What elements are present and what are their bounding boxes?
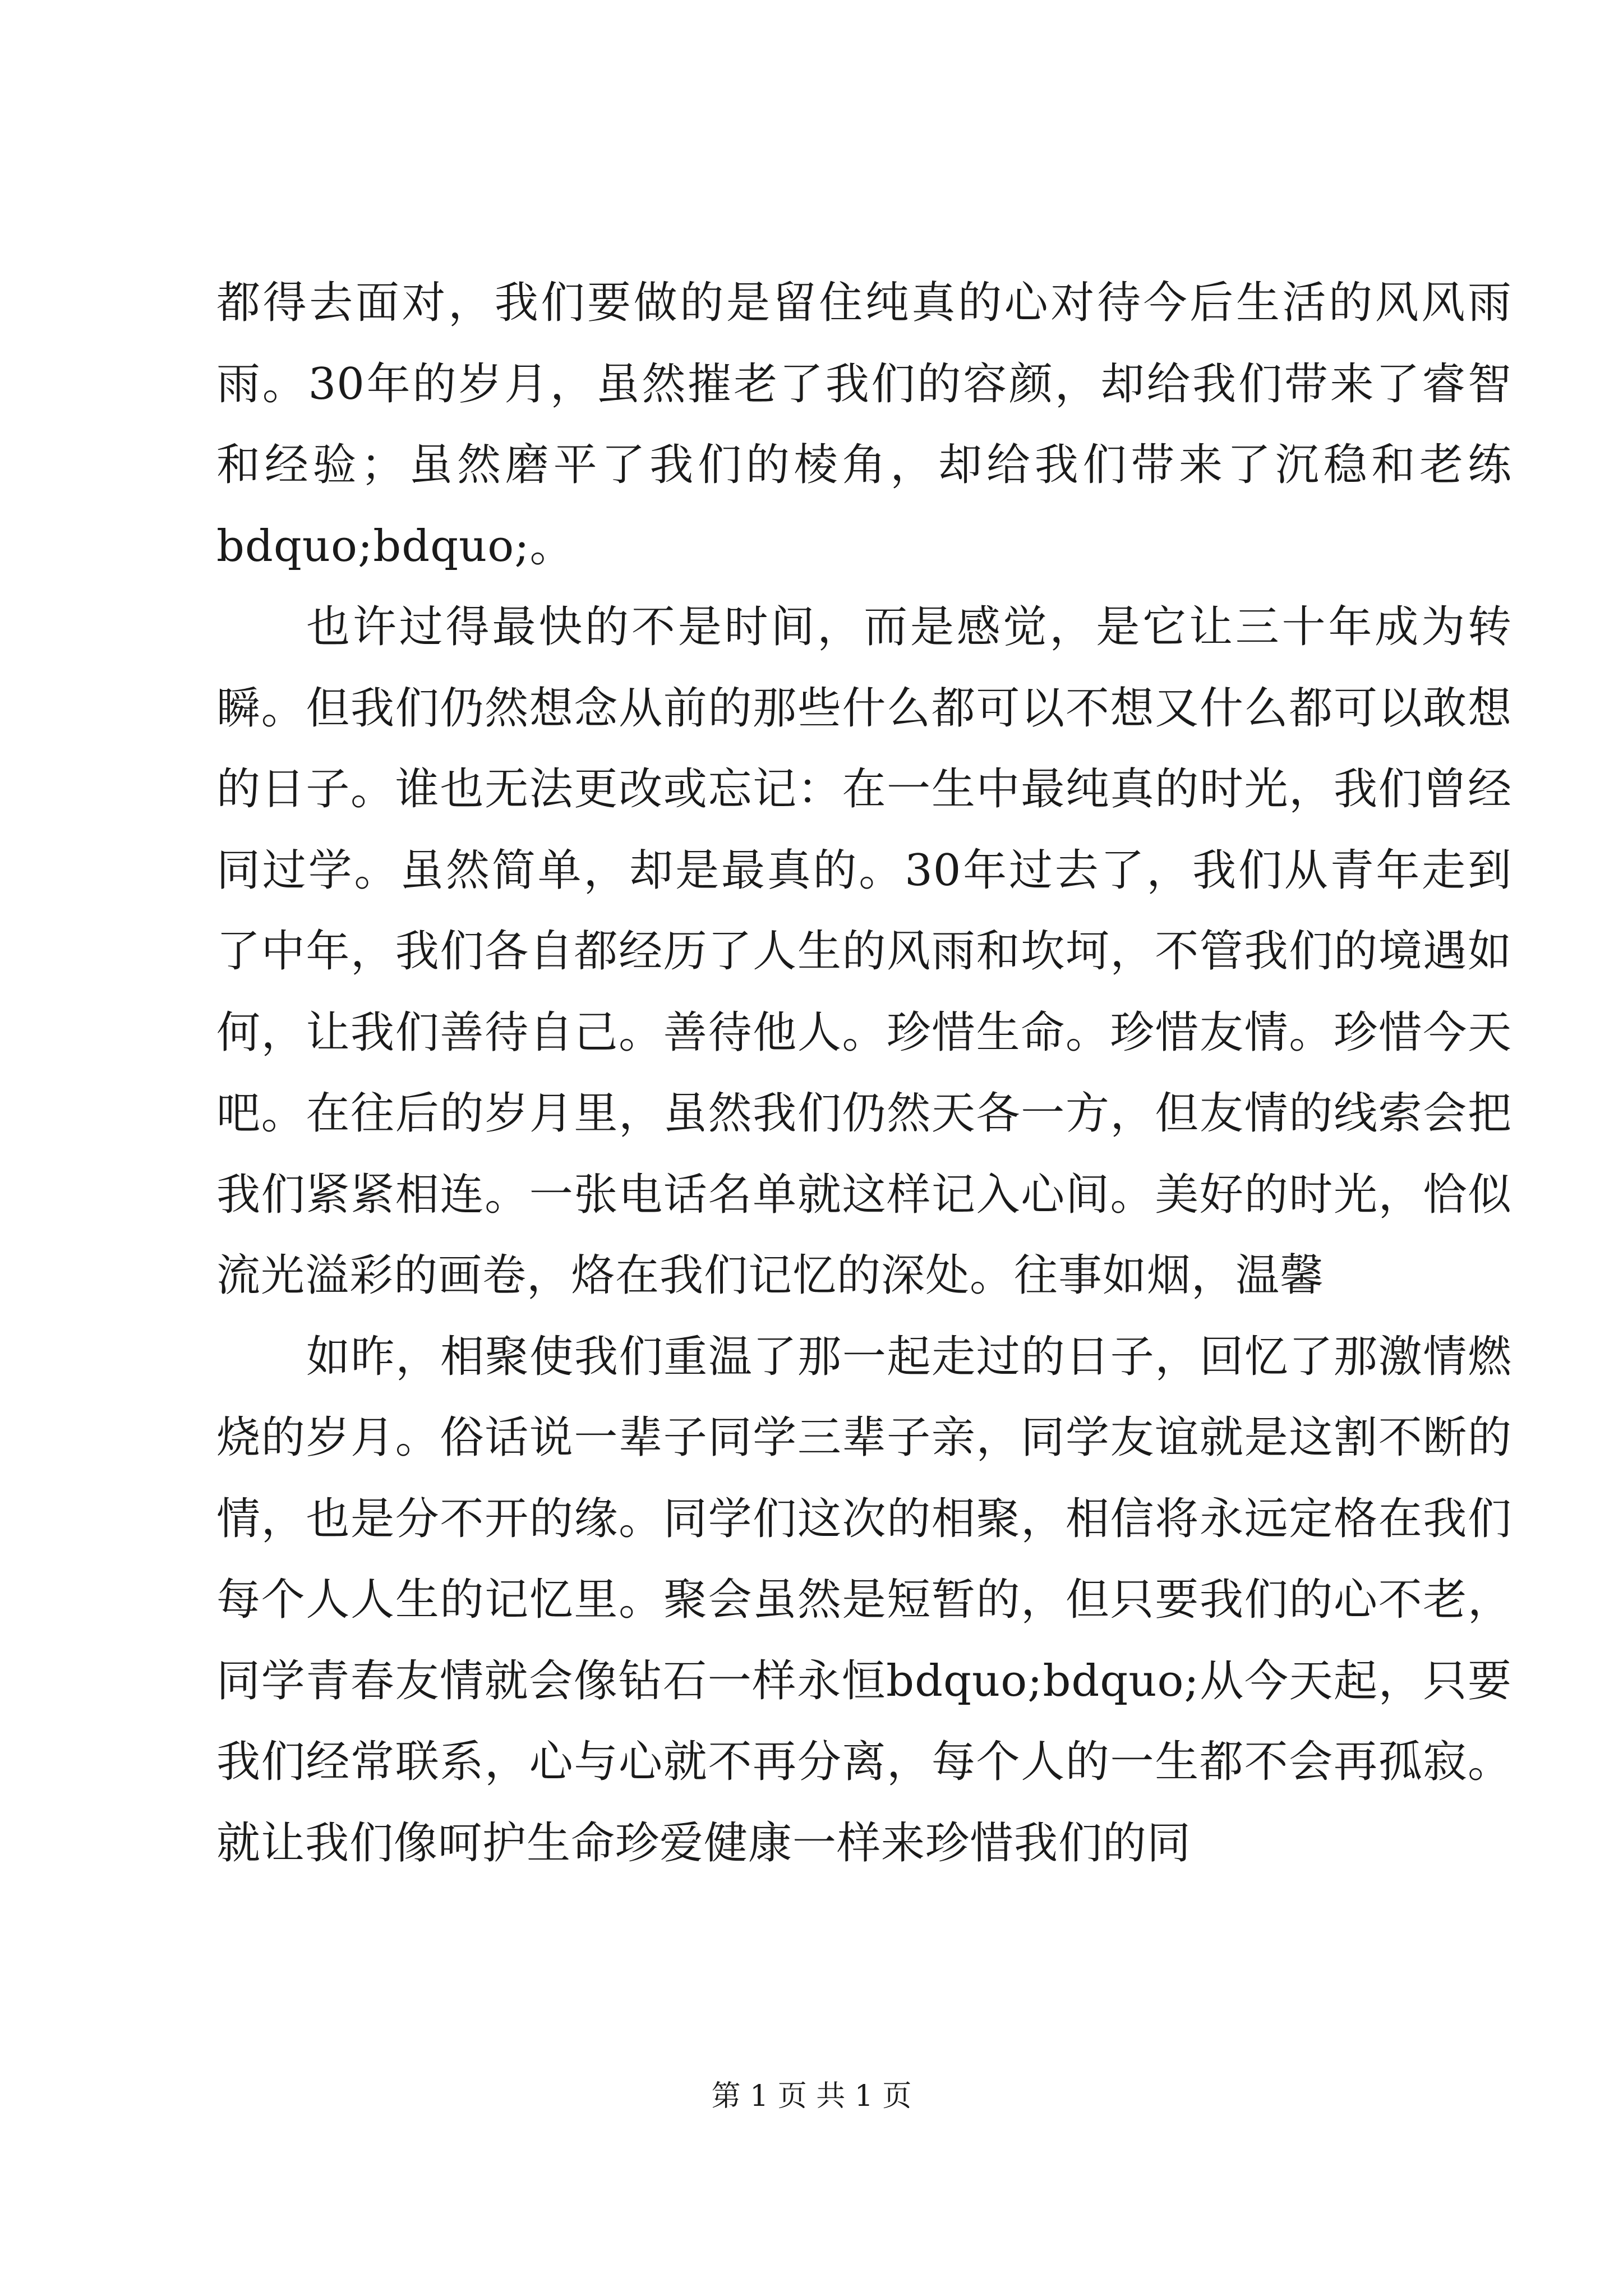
paragraph-2: 也许过得最快的不是时间，而是感觉，是它让三十年成为转瞬。但我们仍然想念从前的那些什么都可以不想又什么都可以敢想的日子。谁也无法更改或忘记：在一生中最纯真的时光，我们曾经同过学。虽然简单，却是最真的。30年过去了，我们从青年走到了中年，我们各自都经历了人生的风雨和坎坷，不管我们的境遇如何，让我们善待自己。善待他人。珍惜生命。珍惜友情。珍惜今天吧。在往后的岁月里，虽然我们仍然天各一方，但友情的线索会把我们紧紧相连。一张电话名单就这样记入心间。美好的时光，恰似流光溢彩的画卷，烙在我们记忆的深处。往事如烟，温馨 <box>216 602 1512 1301</box>
document-body <box>216 263 1512 1884</box>
paragraph-1: 都得去面对，我们要做的是留住纯真的心对待今后生活的风风雨雨。30年的岁月，虽然摧老了我们的容颜，却给我们带来了睿智和经验；虽然磨平了我们的棱角，却给我们带来了沉稳和老练bdquo;bdquo;。 <box>216 278 1512 572</box>
page-footer: 第 1 页 共 1 页 <box>711 2079 912 2113</box>
paragraph-3: 如昨，相聚使我们重温了那一起走过的日子，回忆了那激情燃烧的岁月。俗话说一辈子同学三辈子亲，同学友谊就是这割不断的情，也是分不开的缘。同学们这次的相聚，相信将永远定格在我们每个人人生的记忆里。聚会虽然是短暂的，但只要我们的心不老，同学青春友情就会像钻石一样永恒bdquo;bdquo;从今天起，只要我们经常联系，心与心就不再分离，每个人的一生都不会再孤寂。就让我们像呵护生命珍爱健康一样来珍惜我们的同 <box>216 1331 1512 1869</box>
